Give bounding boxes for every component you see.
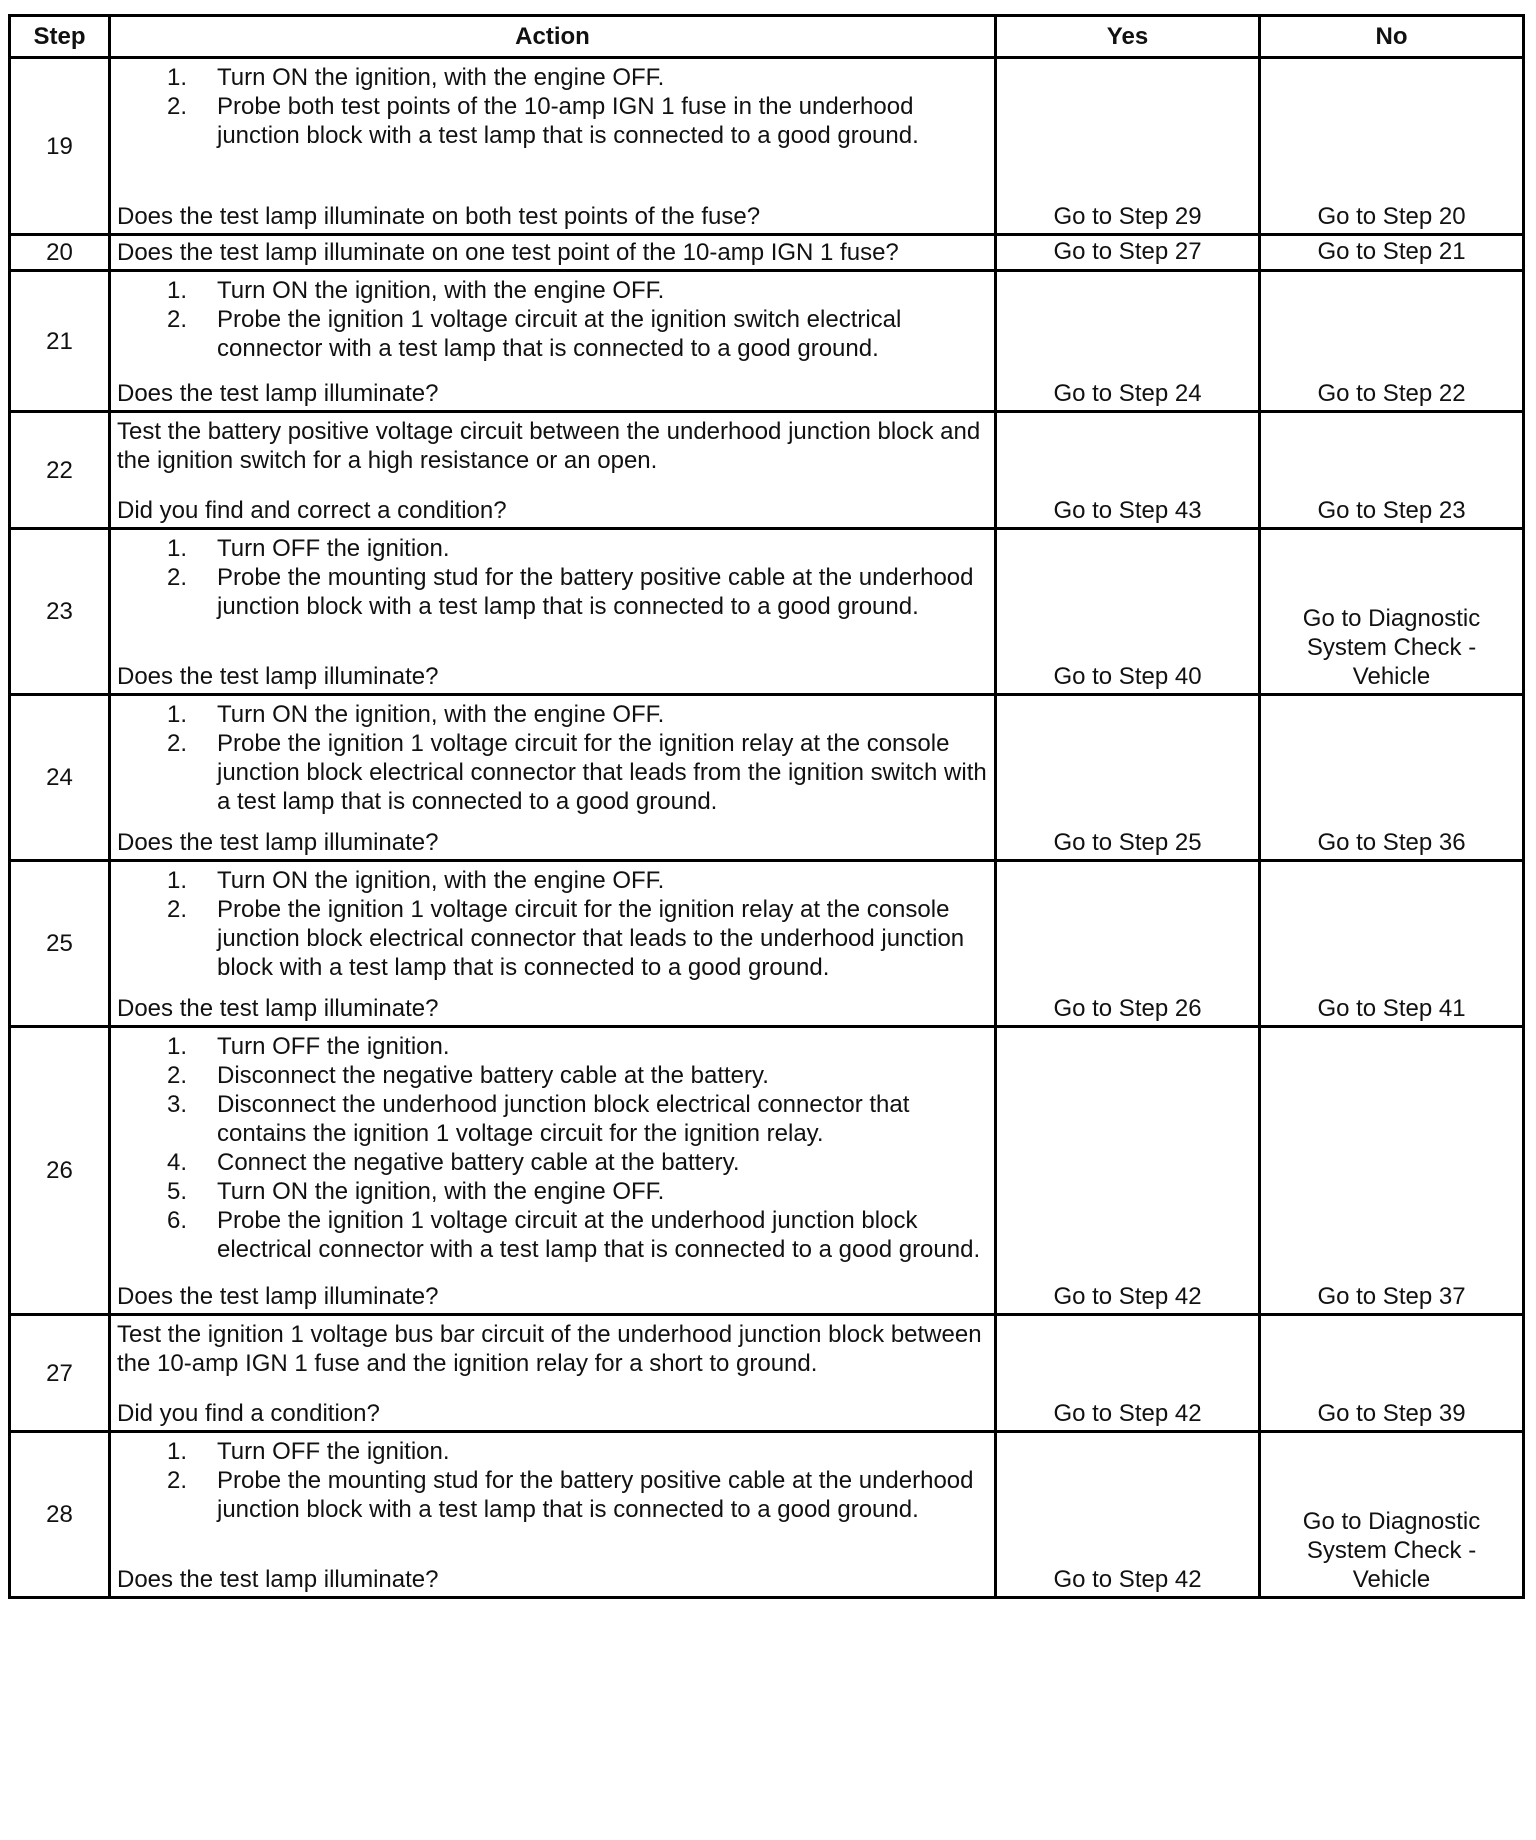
step-number: 25 [10, 861, 110, 1027]
step-number: 22 [10, 412, 110, 529]
no-result: Go to Step 37 [1260, 1027, 1524, 1315]
yes-result: Go to Step 27 [996, 235, 1260, 271]
table-row [10, 1027, 1524, 1315]
table-row [10, 861, 1524, 1027]
action-cell [110, 271, 996, 412]
action-steps [117, 700, 988, 816]
no-result: Go to Diagnostic System Check - Vehicle [1260, 529, 1524, 695]
no-result: Go to Step 20 [1260, 58, 1524, 235]
action-step: 1. Turn ON the ignition, with the engine OFF. [167, 64, 665, 91]
no-result: Go to Step 23 [1260, 412, 1524, 529]
action-question: Did you find a condition? [117, 1400, 380, 1427]
table-row [10, 271, 1524, 412]
header-no: No [1260, 16, 1524, 58]
action-text: Test the battery positive voltage circuit between the underhood junction block and the ignition switch for a high resistance or an open. [117, 418, 981, 474]
action-steps [117, 63, 988, 150]
action-step: 4. Connect the negative battery cable at the battery. [167, 1149, 740, 1176]
action-step: 2. Probe the ignition 1 voltage circuit at the ignition switch electrical connector with a test lamp that is connected to a good ground. [167, 306, 902, 362]
action-steps [117, 534, 988, 621]
action-steps [117, 1032, 988, 1264]
action-steps [117, 866, 988, 982]
header-action: Action [110, 16, 996, 58]
yes-result: Go to Step 26 [996, 861, 1260, 1027]
action-cell [110, 412, 996, 529]
header-step: Step [10, 16, 110, 58]
action-question: Did you find and correct a condition? [117, 497, 507, 524]
step-number: 26 [10, 1027, 110, 1315]
action-step: 2. Probe both test points of the 10-amp IGN 1 fuse in the underhood junction block with a test lamp that is connected to a good ground. [167, 93, 919, 149]
action-step: 5. Turn ON the ignition, with the engine OFF. [167, 1178, 665, 1205]
action-cell [110, 1315, 996, 1432]
step-number: 19 [10, 58, 110, 235]
action-question: Does the test lamp illuminate? [117, 1283, 439, 1310]
action-step: 1. Turn ON the ignition, with the engine OFF. [167, 277, 665, 304]
table-row [10, 529, 1524, 695]
action-step: 6. Probe the ignition 1 voltage circuit at the underhood junction block electrical connector with a test lamp that is connected to a good ground. [167, 1207, 981, 1263]
table-row [10, 412, 1524, 529]
header-row [10, 16, 1524, 58]
step-number: 28 [10, 1432, 110, 1598]
step-number: 21 [10, 271, 110, 412]
action-cell [110, 1432, 996, 1598]
table-row [10, 1315, 1524, 1432]
action-steps [117, 1437, 988, 1524]
action-step: 2. Probe the mounting stud for the battery positive cable at the underhood junction block with a test lamp that is connected to a good ground. [167, 564, 974, 620]
action-cell [110, 529, 996, 695]
action-step: 2. Disconnect the negative battery cable at the battery. [167, 1062, 769, 1089]
action-cell [110, 695, 996, 861]
table-row [10, 58, 1524, 235]
yes-result: Go to Step 29 [996, 58, 1260, 235]
no-result: Go to Step 22 [1260, 271, 1524, 412]
action-step: 3. Disconnect the underhood junction block electrical connector that contains the ignition 1 voltage circuit for the ignition relay. [167, 1091, 910, 1147]
yes-result: Go to Step 25 [996, 695, 1260, 861]
yes-result: Go to Step 42 [996, 1432, 1260, 1598]
action-step: 1. Turn OFF the ignition. [167, 1438, 450, 1465]
table-row [10, 235, 1524, 271]
no-result: Go to Step 21 [1260, 235, 1524, 271]
step-number: 27 [10, 1315, 110, 1432]
action-step: 1. Turn ON the ignition, with the engine OFF. [167, 701, 665, 728]
action-step: 1. Turn OFF the ignition. [167, 535, 450, 562]
table-row [10, 1432, 1524, 1598]
action-question: Does the test lamp illuminate? [117, 995, 439, 1022]
action-cell [110, 1027, 996, 1315]
action-text: Test the ignition 1 voltage bus bar circuit of the underhood junction block between the 10-amp IGN 1 fuse and the ignition relay for a short to ground. [117, 1321, 982, 1377]
action-cell [110, 861, 996, 1027]
step-number: 20 [10, 235, 110, 271]
action-cell [110, 58, 996, 235]
yes-result: Go to Step 43 [996, 412, 1260, 529]
no-result: Go to Step 39 [1260, 1315, 1524, 1432]
table-row [10, 695, 1524, 861]
action-step: 1. Turn ON the ignition, with the engine OFF. [167, 867, 665, 894]
yes-result: Go to Step 40 [996, 529, 1260, 695]
yes-result: Go to Step 42 [996, 1315, 1260, 1432]
action-question: Does the test lamp illuminate? [117, 829, 439, 856]
action-question: Does the test lamp illuminate? [117, 380, 439, 407]
action-step: 2. Probe the ignition 1 voltage circuit for the ignition relay at the console junction block electrical connector that leads from the ignition switch with a test lamp that is connected to a good ground. [167, 730, 987, 815]
action-step: 1. Turn OFF the ignition. [167, 1033, 450, 1060]
action-question: Does the test lamp illuminate? [117, 663, 439, 690]
action-cell [110, 235, 996, 271]
no-result: Go to Diagnostic System Check - Vehicle [1260, 1432, 1524, 1598]
step-number: 24 [10, 695, 110, 861]
yes-result: Go to Step 24 [996, 271, 1260, 412]
action-steps [117, 276, 988, 363]
action-step: 2. Probe the ignition 1 voltage circuit for the ignition relay at the console junction block electrical connector that leads to the underhood junction block with a test lamp that is connected to a good ground. [167, 896, 965, 981]
no-result: Go to Step 36 [1260, 695, 1524, 861]
yes-result: Go to Step 42 [996, 1027, 1260, 1315]
action-question: Does the test lamp illuminate on both test points of the fuse? [117, 203, 761, 230]
step-number: 23 [10, 529, 110, 695]
action-question: Does the test lamp illuminate? [117, 1566, 439, 1593]
action-step: 2. Probe the mounting stud for the battery positive cable at the underhood junction block with a test lamp that is connected to a good ground. [167, 1467, 974, 1523]
header-yes: Yes [996, 16, 1260, 58]
no-result: Go to Step 41 [1260, 861, 1524, 1027]
diagnostic-table [8, 14, 1525, 1599]
action-text: Does the test lamp illuminate on one test point of the 10-amp IGN 1 fuse? [117, 239, 899, 266]
